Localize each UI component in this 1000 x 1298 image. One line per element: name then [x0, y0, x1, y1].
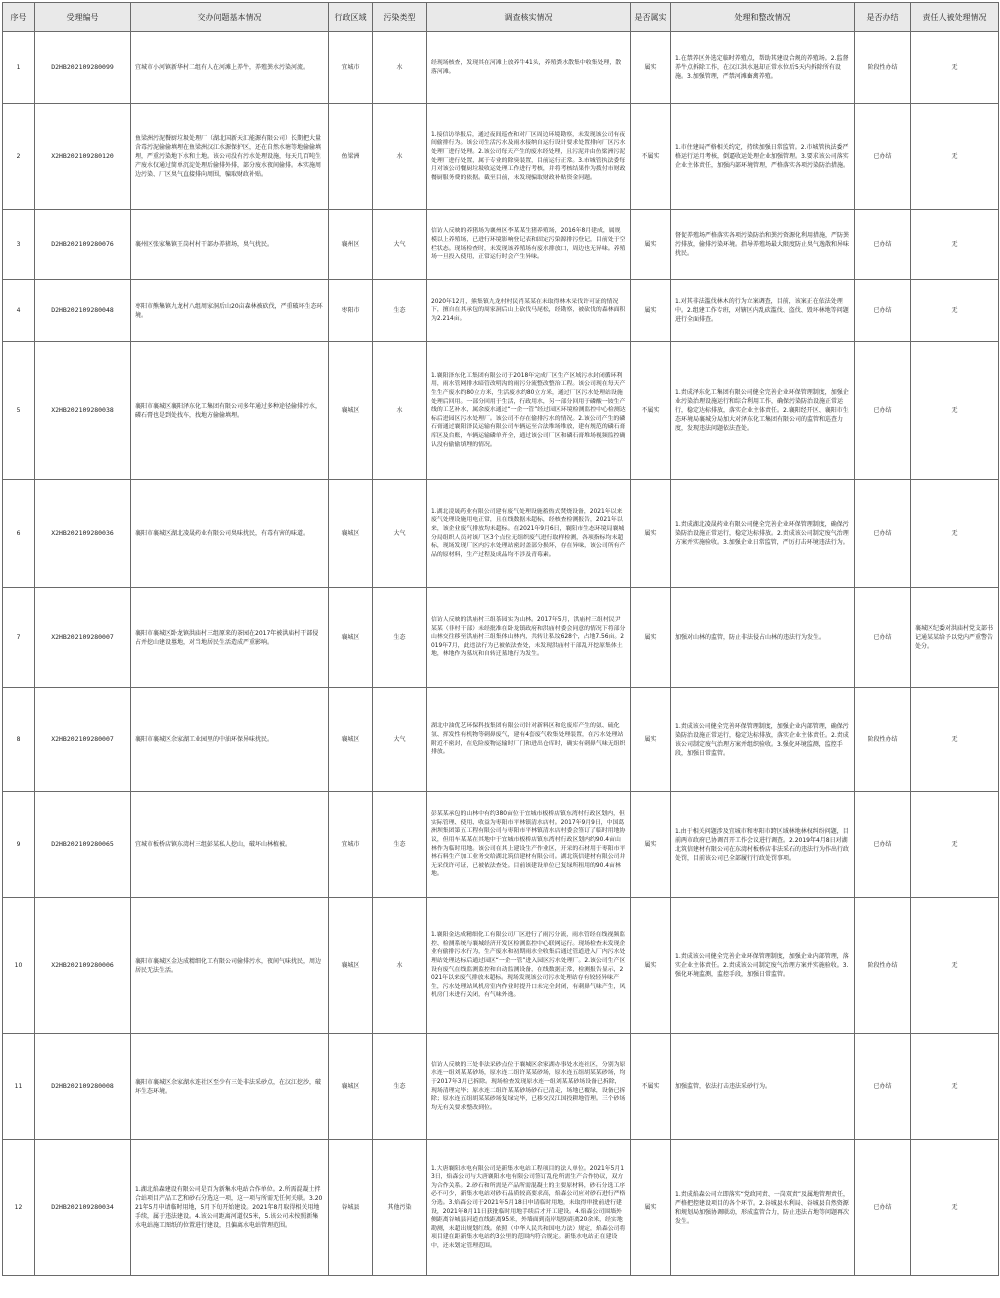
investigation-details: 信访人反映的三处非法采砂点位于襄城区余家湖办事处水连社区，分别为原水连一组刘某某砂场，原水连二组许某某砂场，原水连五组胡某某砂场，均于2017年3月已拆除。现场检查发现原水连一组刘某某砂场设备已拆除，现场清理完毕；原水连二组许某某砂场砂石已清走，场地已覆绿，设备已拆除；原水连五组胡某某砂场复绿完毕，已移交汉江国投耕地管理。三个砂场均无有关要求整改到位。	[427, 1034, 631, 1140]
case-code: X2HB202109280120	[35, 104, 131, 210]
table-row	[3, 210, 999, 280]
handling-measures: 1.在禁养区外选定临时养殖点，帮助其建设合规的养殖场。2.监督养牛点拆除工作，在汉江洪水退却正常水位后5天内拆除所有设施。3.加强管理，严禁河滩畜禽养殖。	[671, 32, 855, 104]
header-responsible: 责任人被处理情况	[911, 3, 999, 32]
closure-status: 已办结	[855, 342, 911, 480]
region: 襄城区	[329, 688, 373, 792]
table-row	[3, 342, 999, 480]
region: 襄城区	[329, 342, 373, 480]
case-code: D2HB202109280099	[35, 32, 131, 104]
closure-status: 阶段性办结	[855, 32, 911, 104]
closure-status: 阶段性办结	[855, 688, 911, 792]
table-row	[3, 480, 999, 588]
region: 襄城区	[329, 480, 373, 588]
investigation-details: 2020年12月，熊集镇九龙村村民肖某某在未取得林木采伐许可证的情况下，擅自在其承包的周家洞后山上砍伐马尾松，经勘察，被砍伐的森林面积为2.214亩。	[427, 280, 631, 342]
responsible-handling: 无	[911, 32, 999, 104]
handling-measures: 1.责成湖北凌晟药业有限公司健全完善企业环保管理制度，确保污染防治设施正常运行，稳定达标排放。2.责成该公司制定废气治理方案并实施验收。3.加强企业日常监管，严厉打击环境违法行为。	[671, 480, 855, 588]
row-number: 7	[3, 588, 35, 688]
closure-status: 已办结	[855, 210, 911, 280]
row-number: 8	[3, 688, 35, 792]
problem-description: 鱼梁洲污泥餐厨垃圾处理厂（湖北国新天汇能源有限公司）长期把大量含毒污泥偷偷填埋在鱼梁洲汉江水源保护区，还在自然水塘等地偷偷填埋，严重污染地下水和土地。该公司没有污水处理设施，每天几百吨生产废水仅通过简单沉淀处理后偷排外排，部分废水夜间偷排。本实施周边污染、厂区臭气直接排向周围，骗取财政补贴。	[131, 104, 329, 210]
region: 鱼梁洲	[329, 104, 373, 210]
handling-measures: 1.责成焰森公司立即落实“党政同责、一岗双责”及属地管理责任，严格把控建设项目的各个环节。2.谷城县水利局、谷城县自然资源和规划局加强协调联动，形成监管合力，防止违法占地等问题再次发生。	[671, 1140, 855, 1276]
responsible-handling: 无	[911, 210, 999, 280]
row-number: 6	[3, 480, 35, 588]
problem-description: 宜城市板桥店镇东湾村三组彭某私人挖山，破坏山林植被。	[131, 792, 329, 898]
case-code: D2HB202109280008	[35, 1034, 131, 1140]
problem-description: 枣阳市熊集镇九龙村八组周家洞后山20亩森林被砍伐，严重破坏生态环境。	[131, 280, 329, 342]
verified-status: 属实	[631, 1140, 671, 1276]
table-row	[3, 588, 999, 688]
header-type: 污染类型	[373, 3, 427, 32]
verified-status: 属实	[631, 792, 671, 898]
handling-measures: 加强对山林的监管，防止非法侵占山林的违法行为发生。	[671, 588, 855, 688]
problem-description: 1.湖北焰森建设有限公司是百为新集水电站合作单位。2.所需混凝土拌合站项目产品工艺和砂石分选这一项，这一项与所需无任何关联。3.2021年5月申请临时用地，5月下旬开始建设。2021年8月取得相关用地手续，属于违法建设。4.该公司距离河道仅5米，5.该公司未按照新集水电站施工图纸的位置进行建设，且偏离水电站管理范围。	[131, 1140, 329, 1276]
problem-description: 襄州区张家集镇王岗村村干部办养猪场，臭气扰民。	[131, 210, 329, 280]
case-code: X2HB202109280007	[35, 688, 131, 792]
complaint-table	[2, 2, 999, 1276]
region: 襄州区	[329, 210, 373, 280]
row-number: 5	[3, 342, 35, 480]
pollution-type: 大气	[373, 210, 427, 280]
region: 谷城县	[329, 1140, 373, 1276]
responsible-handling: 无	[911, 480, 999, 588]
pollution-type: 大气	[373, 480, 427, 588]
header-verified: 是否属实	[631, 3, 671, 32]
header-closed: 是否办结	[855, 3, 911, 32]
row-number: 10	[3, 898, 35, 1034]
problem-description: 襄阳市襄城区湖北凌晟药业有限公司臭味扰民，有毒有害的味道。	[131, 480, 329, 588]
closure-status: 已办结	[855, 104, 911, 210]
responsible-handling: 无	[911, 280, 999, 342]
table-row	[3, 1140, 999, 1276]
responsible-handling: 无	[911, 342, 999, 480]
closure-status: 阶段性办结	[855, 898, 911, 1034]
verified-status: 属实	[631, 588, 671, 688]
investigation-details: 信访人反映的洪庙村三组茶园实为山林。2017年5月，洪庙村三组村民尹某某（非村干部）未经批准在卧龙镇政府和洪庙村委会同意的情况下将部分山林交往移至洪庙村三组集体山林内，共转让私坟628个，占地7.56亩。2019年7月，此违法行为已被依法查处，未发现洪庙村干部乱开挖原集体土地，林地作为墓坑和自转迁墓地行为发生。	[427, 588, 631, 688]
header-code: 受理编号	[35, 3, 131, 32]
problem-description: 襄阳市襄城区余家湖工业园里的中油环保异味扰民。	[131, 688, 329, 792]
case-code: D2HB202109280048	[35, 280, 131, 342]
table-row	[3, 792, 999, 898]
closure-status: 已办结	[855, 792, 911, 898]
case-code: D2HB202109280065	[35, 792, 131, 898]
table-row	[3, 32, 999, 104]
verified-status: 属实	[631, 280, 671, 342]
pollution-type: 水	[373, 898, 427, 1034]
region: 襄城区	[329, 1034, 373, 1140]
row-number: 12	[3, 1140, 35, 1276]
case-code: X2HB202109280038	[35, 342, 131, 480]
handling-measures: 1.责成泽东化工集团有限公司健全完善企业环保管理制度，加强企业污染治理设施运行和综合利用工作，确保污染防治设施正常运行，稳定达标排放，落实企业主体责任。2.襄阳经开区、襄阳市生态环境局襄城分局加大对泽东化工集团有限公司的监管和巡查力度，发现违法问题依法查处。	[671, 342, 855, 480]
region: 襄城区	[329, 588, 373, 688]
pollution-type: 其他污染	[373, 1140, 427, 1276]
investigation-details: 信访人反映的养猪场为襄州区李某某生猪养殖场，2016年8月建成，属规模以上养殖场，已进行环境影响登记表和固定污染源排污登记，目前处于空栏状态。现场检查时，未发现该养殖场有废水排放口，周边也无异味。养殖场一旦投入使用，正常运行时会产生异味。	[427, 210, 631, 280]
closure-status: 已办结	[855, 1140, 911, 1276]
problem-description: 襄阳市襄城区襄阳泽东化工集团有限公司多年通过多种途径偷排污水，磷石膏也是到处找车，找地方偷偷填埋。	[131, 342, 329, 480]
table-row	[3, 1034, 999, 1140]
investigation-details: 1.大唐襄阳水电有限公司是新集水电站工程项目的法人单位。2021年5月13日，焰森公司与大唐襄阳水电有限公司签订乱伦所需生产合作协议，双方为合作关系。2.砂石和所需是产品所需混凝土的主要原材料，砂石分选工序必不可少，新集水电站对砂石品质较高要求高，焰森公司应对砂石进行严格分选。3.焰森公司于2021年5月18日申请临时用地，未取得审批前进行建设，2021年8月11日获批临时用地手续后才开工建设。4.焰森公司围墙外侧距离谷城县河道直线距离95米，外墙面到南岸堤防距离20余米，经实地勘测，未超出规划红线。依照（中华人民共和国电力法）规定，焰森公司将项目建在距新集水电站约3公里的范围内符合规定。新集水电站正在建设中，还未划定管理范围。	[427, 1140, 631, 1276]
row-number: 3	[3, 210, 35, 280]
problem-description: 襄阳市襄城区金达成精细化工有限公司偷排污水，夜间气味扰民，周边居民无法生活。	[131, 898, 329, 1034]
row-number: 4	[3, 280, 35, 342]
verified-status: 属实	[631, 210, 671, 280]
pollution-type: 生态	[373, 1034, 427, 1140]
case-code: X2HB202109280007	[35, 588, 131, 688]
handling-measures: 1.市住建局严格相关约定，持续加强日常监管。2.市城管执法委严格运行运月考核，倒逼收运处理企业加强管理。3.要求该公司落实企业主体责任，加强内部环境管理，严格落实各项污染防治措施。	[671, 104, 855, 210]
verified-status: 属实	[631, 32, 671, 104]
region: 枣阳市	[329, 280, 373, 342]
pollution-type: 大气	[373, 688, 427, 792]
handling-measures: 加强监管，依法打击违法采砂行为。	[671, 1034, 855, 1140]
table-row	[3, 280, 999, 342]
verified-status: 不属实	[631, 342, 671, 480]
responsible-handling: 无	[911, 1140, 999, 1276]
responsible-handling: 无	[911, 898, 999, 1034]
responsible-handling: 无	[911, 1034, 999, 1140]
handling-measures: 督促养殖场严格落实各项污染防治和粪污资源化利用措施，严防粪污排放，偷排污染环境。指导养殖场最大限度防止臭气逸散和异味扰民。	[671, 210, 855, 280]
investigation-details: 1.襄阳金达成精细化工有限公司厂区进行了雨污分流，雨水管经在线视频监控、检测系统与襄城经济开发区检测监控中心联网运行。现场检查未发现企业有偷排污水行为，生产废水和初期雨水全收集后通过管道进入厂内污水处理站处理达标后通过园区“一企一管”进入园区污水处理厂。2.该公司生产区设有废气在线监测监控和自动监测设备，在线数据正常，检测报告显示，2021年以来废气排放未超标。现场发现该公司污水处理站存有较轻异味产生，污水处理站风机房室内作业时提升口未完全封闭，有刺鼻气味产生，风机房门未进行关闭，有气味外逸。	[427, 898, 631, 1034]
investigation-details: 1.接信访举报后，通过夜间巡查和对厂区周边环境勘察，未发现该公司有夜间偷排行为。该公司生活污水及雨水接纳自运行设计要求处置排向厂区污水处理厂进行处理。2.该公司每天产生的废水经处理，且污泥并由鱼梁洲污泥处理厂进行处置，属于专业的除臭装置，目前运行正常。3.市城管执法委每月对该公司餐厨垃圾收运处理工作进行考核，并将考核结果作为拨付市财政餐厨服务费的依据。截至目前，未发现骗取财政补贴资金问题。	[427, 104, 631, 210]
header-row	[3, 3, 999, 32]
complaint-table-page	[2, 2, 998, 1276]
pollution-type: 生态	[373, 280, 427, 342]
verified-status: 不属实	[631, 1034, 671, 1140]
verified-status: 属实	[631, 688, 671, 792]
table-row	[3, 104, 999, 210]
investigation-details: 1.湖北凌晟药业有限公司建有废气处理设施蓄热式焚烧设备，2021年以来废气处理设施用电正常，且在线数据未超标，经核查检测报告，2021年以来，该企业废气排放均未超标。在2021年9月6日，襄阳市生态环境局襄城分局组织人员对该厂区3个点位无组织废气进行取样检测，各项指标均未超标，现场发现厂区内污水处理站密封盖部分损坏，存在异味，该公司所有产品的原材料，生产过程及成品均不涉及青莓素。	[427, 480, 631, 588]
table-row	[3, 898, 999, 1034]
investigation-details: 经现场核查，发现其在河滩上放养牛41头，养殖粪水散集中收集处理，散落河滩。	[427, 32, 631, 104]
header-region: 行政区域	[329, 3, 373, 32]
investigation-details: 1.襄阳泽东化工集团有限公司于2018年完成厂区生产区域污水封闭循环利用，雨水管网排水暗管改明沟的雨污分流整改整治工程。该公司现在每天产生生产废水约80立方米，生活废水约80立方米，通过厂区污水处理站设施处理后回用。一部分回用于生活，行政用水，另一部分回用于磷酸一铵生产线的工艺补水，属余废水通过“一企一管”经过园区环境检测监控中心检测达标后进园区污水处理厂。该公司不存在偷排污水的情况。2.该公司产生的磷石膏通过襄阳泽民运输有限公司车辆运至合法堆场堆放，建有规范的磷石膏库区及台账，车辆运输磷单齐全，通过该公司厂区和磷石膏堆场视频监控确认没有偷偷填埋的情况。	[427, 342, 631, 480]
responsible-handling: 无	[911, 104, 999, 210]
region: 宜城市	[329, 792, 373, 898]
handling-measures: 1.由于相关问题涉及宜城市和枣阳市跨区域林地林权纠纷问题，目前两市政府已协调召开工作会议进行调查。2.2019年4月8日对湖北筑信建材有限公司在东湾村板桥店非法采石的违法行为作出行政处罚，目前该公司已全部履行行政处罚事项。	[671, 792, 855, 898]
row-number: 9	[3, 792, 35, 898]
closure-status: 已办结	[855, 1034, 911, 1140]
header-problem: 交办问题基本情况	[131, 3, 329, 32]
pollution-type: 生态	[373, 588, 427, 688]
verified-status: 不属实	[631, 104, 671, 210]
table-row	[3, 688, 999, 792]
pollution-type: 水	[373, 32, 427, 104]
verified-status: 属实	[631, 898, 671, 1034]
case-code: D2HB202109280076	[35, 210, 131, 280]
case-code: D2HB202109280034	[35, 1140, 131, 1276]
handling-measures: 1.责成该公司健全完善企业环保管理制度，加强企业内部管理，落实企业主体责任。2.责成该公司制定废气治理方案并实施验收。3.强化环境监测，监控手段，加强日常监管。	[671, 898, 855, 1034]
case-code: X2HB202109280036	[35, 480, 131, 588]
row-number: 11	[3, 1034, 35, 1140]
closure-status: 已办结	[855, 280, 911, 342]
header-investigation: 调查核实情况	[427, 3, 631, 32]
problem-description: 襄阳市襄城区卧龙镇洪庙村三组原来的茶园在2017年被洪庙村干部侵占并挖山建设墓地，对当地居民生活造成严重影响。	[131, 588, 329, 688]
pollution-type: 水	[373, 104, 427, 210]
closure-status: 已办结	[855, 480, 911, 588]
problem-description: 襄阳市襄城区余家湖水连社区至少有三处非法采砂点，在汉江挖沙，破坏生态环境。	[131, 1034, 329, 1140]
handling-measures: 1.对其非法滥伐林木的行为立案调查，目前，该案正在依法处理中。2.组建工作专班，对辖区内乱砍滥伐、盗伐、毁坏林地等问题进行全面排查。	[671, 280, 855, 342]
investigation-details: 湖北中油优艺环保科技集团有限公司针对新料区和危废库产生的氨、硫化氢、挥发性有机物等刺鼻废气，建有4套废气收集处理装置，在污水处理站附近不密封，在危险废物运输时厂门和进出仓库时，确实有刺鼻气味无组织排放。	[427, 688, 631, 792]
case-code: X2HB202109280006	[35, 898, 131, 1034]
responsible-handling: 襄城区纪委对洪庙村党支部书记通某某给予以党内严重警告处分。	[911, 588, 999, 688]
row-number: 2	[3, 104, 35, 210]
header-handling: 处理和整改情况	[671, 3, 855, 32]
verified-status: 属实	[631, 480, 671, 588]
investigation-details: 彭某某承包的山林中有约380亩位于宜城市板桥店镇东湾村行政区划内，但实际管理、使用、收益为枣阳市平林镇清水店村。2017年9月9日，中国葛洲坝集团第五工程有限公司与枣阳市平林镇清水店村委会签订了临时用地协议，但用车某某在其地中于宜城市板桥店镇东湾村行政区划内约90.4亩山林作为临时用地。该公司在其上建设生产作业区，开采的石材用于枣阳市平林石料生产加工业务交给湖北筑信建材有限公司。湖北筑信建材有限公司并无采伐许可证，已被依法查处。目前该建设单位已复绿所租用的90.4亩林地。	[427, 792, 631, 898]
problem-description: 宜城市小河镇新华村二组有人在河滩上养牛，养殖粪水污染河流。	[131, 32, 329, 104]
closure-status: 已办结	[855, 588, 911, 688]
responsible-handling: 无	[911, 792, 999, 898]
row-number: 1	[3, 32, 35, 104]
region: 襄城区	[329, 898, 373, 1034]
handling-measures: 1.责成该公司健全完善环保管理制度，加强企业内部管理，确保污染防治设施正常运行，稳定达标排放，落实企业主体责任。2.责成该公司制定废气治理方案并组织验收。3.强化环境监测，监控手段，加强日常监管。	[671, 688, 855, 792]
pollution-type: 生态	[373, 792, 427, 898]
responsible-handling: 无	[911, 688, 999, 792]
region: 宜城市	[329, 32, 373, 104]
pollution-type: 水	[373, 342, 427, 480]
header-no: 序号	[3, 3, 35, 32]
